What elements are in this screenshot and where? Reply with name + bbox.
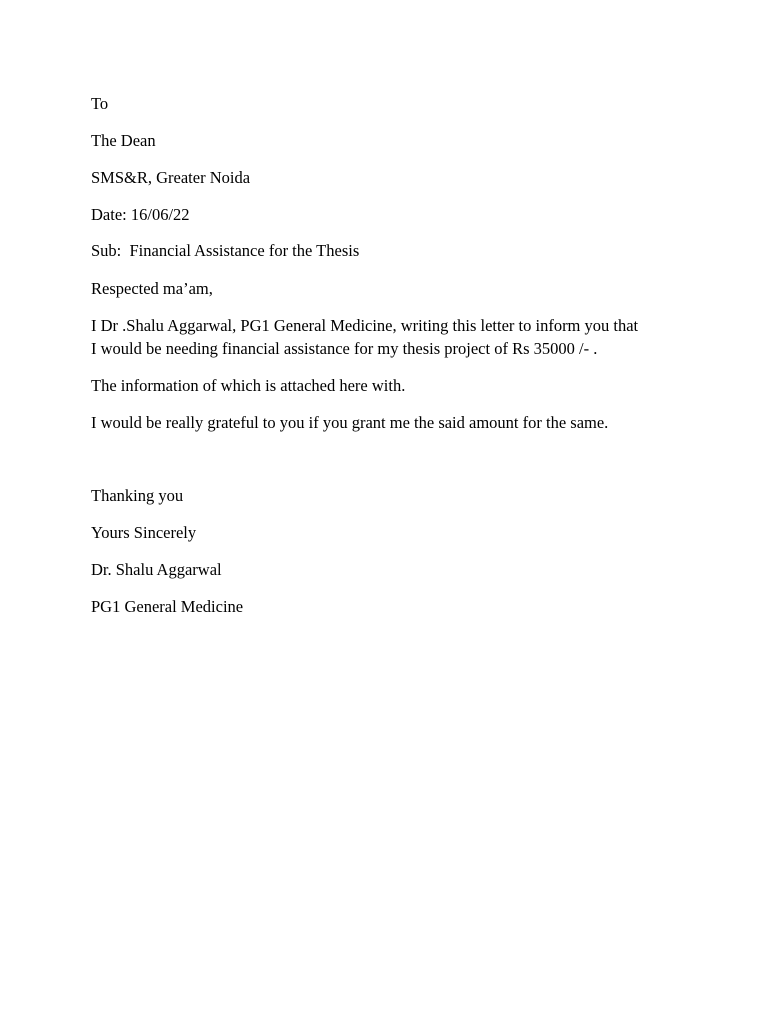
signature-name: Dr. Shalu Aggarwal: [91, 560, 222, 579]
body-paragraph-line-2: I would be needing financial assistance for my thesis project of Rs 35000 /- .: [91, 339, 598, 358]
recipient-line: The Dean: [91, 131, 156, 150]
to-line: To: [91, 94, 109, 113]
salutation-line: Respected ma’am,: [91, 279, 213, 298]
body-paragraph-line-4: I would be really grateful to you if you grant me the said amount for the same.: [91, 413, 609, 432]
institution-line: SMS&R, Greater Noida: [91, 168, 251, 187]
date-line: Date: 16/06/22: [91, 205, 190, 224]
body-paragraph-line-1: I Dr .Shalu Aggarwal, PG1 General Medicine, writing this letter to inform you that: [91, 316, 639, 335]
closing-sincerely: Yours Sincerely: [91, 523, 197, 542]
signature-designation: PG1 General Medicine: [91, 597, 244, 616]
body-paragraph-line-3: The information of which is attached here with.: [91, 376, 406, 395]
closing-thanks: Thanking you: [91, 486, 184, 505]
subject-line: Sub: Financial Assistance for the Thesis: [91, 241, 360, 260]
